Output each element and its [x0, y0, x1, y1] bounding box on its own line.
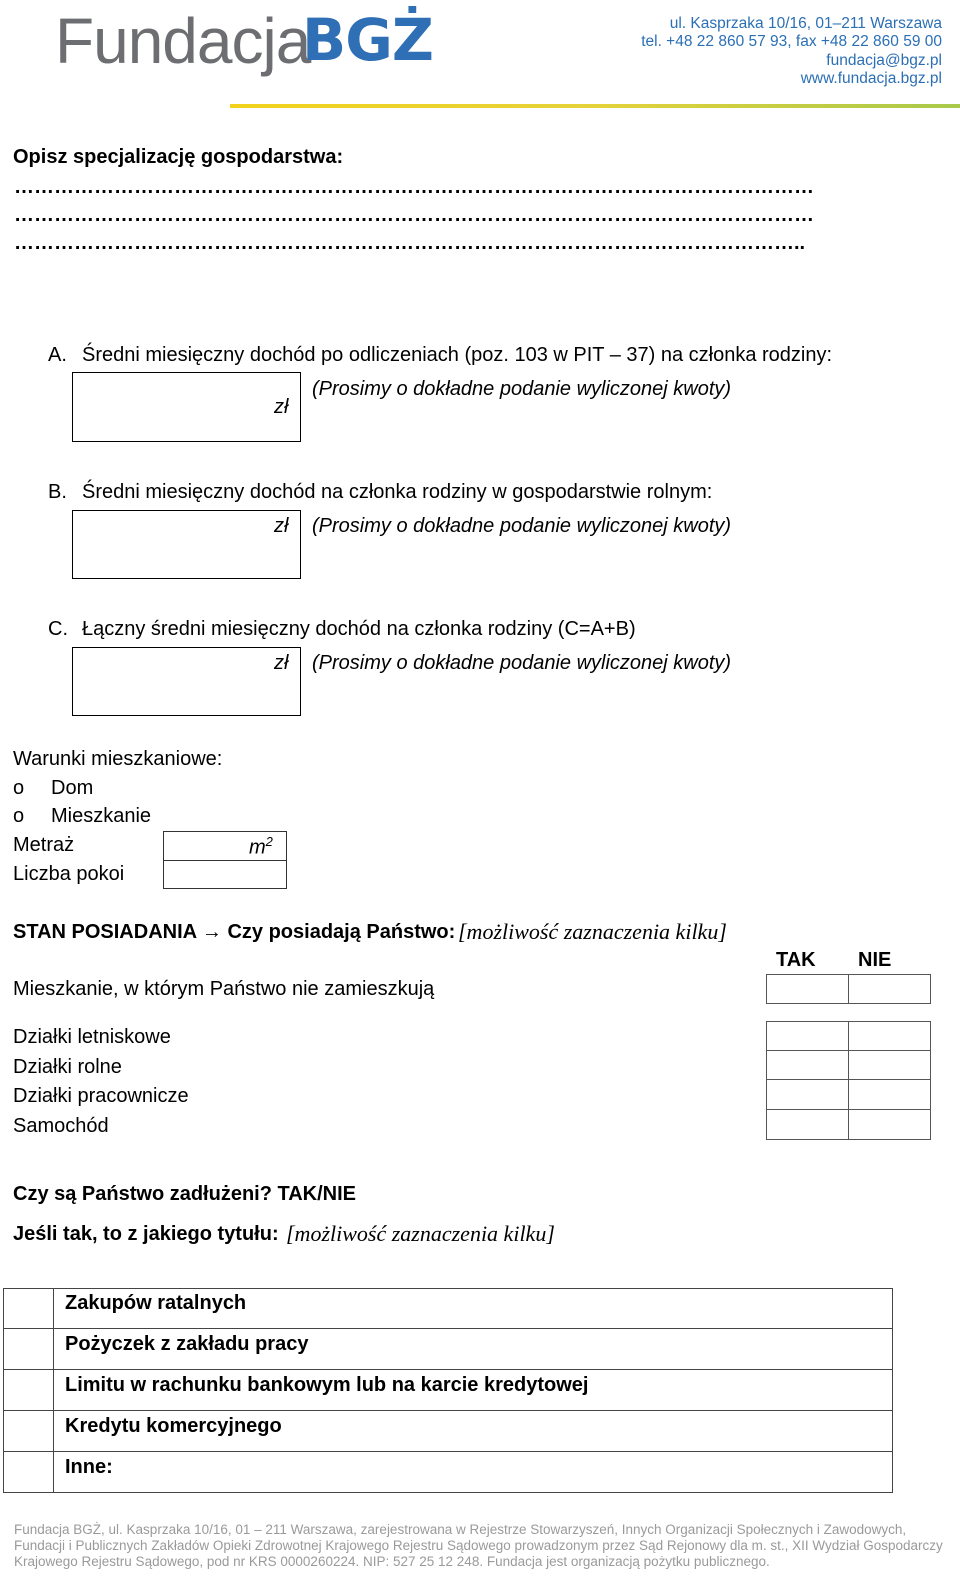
area-label: Metraż	[13, 834, 75, 856]
assets-note: [możliwość zaznaczenia kilku]	[458, 919, 727, 944]
asset-yes-cell[interactable]	[766, 1050, 849, 1080]
asset-label: Działki letniskowe	[13, 1026, 171, 1048]
asset-no-cell[interactable]	[848, 974, 931, 1004]
col-yes-header: TAK	[776, 949, 816, 971]
debt-check-cell[interactable]	[4, 1453, 52, 1491]
area-unit-text: m	[249, 836, 266, 859]
debts-row-line	[3, 1369, 893, 1370]
income-c-label: Łączny średni miesięczny dochód na członka rodziny (C=A+B)	[82, 618, 636, 640]
asset-no-cell[interactable]	[848, 1109, 931, 1140]
income-a-hint: (Prosimy o dokładne podanie wyliczonej kwoty)	[312, 378, 732, 400]
debts-row-line	[3, 1328, 893, 1329]
website-line[interactable]: www.fundacja.bgz.pl	[800, 70, 942, 88]
asset-no-cell[interactable]	[848, 1079, 931, 1110]
income-b-currency: zł	[274, 515, 289, 537]
email-line[interactable]: fundacja@bgz.pl	[826, 51, 942, 69]
housing-title: Warunki mieszkaniowe:	[13, 748, 223, 770]
dotted-line-1[interactable]: …………………………………………………………………………………………………………	[14, 176, 814, 198]
asset-label: Samochód	[13, 1115, 109, 1137]
footer-line: Krajowego Rejestru Sądowego, pod nr KRS 0000260224. NIP: 527 25 12 248. Fundacja jest organizacją pożytku publicznego.	[14, 1554, 770, 1569]
debts-row-line	[3, 1410, 893, 1411]
area-unit	[249, 834, 273, 860]
debts-table-divider	[53, 1288, 54, 1493]
asset-label: Działki rolne	[13, 1056, 122, 1078]
address-line: ul. Kasprzaka 10/16, 01–211 Warszawa	[669, 15, 942, 32]
asset-yes-cell[interactable]	[766, 1021, 849, 1051]
asset-no-cell[interactable]	[848, 1021, 931, 1051]
debt-item: Pożyczek z zakładu pracy	[65, 1333, 309, 1355]
debt-item: Zakupów ratalnych	[65, 1292, 247, 1314]
col-no-header: NIE	[858, 949, 892, 971]
asset-yes-cell[interactable]	[766, 974, 849, 1004]
rooms-label: Liczba pokoi	[13, 863, 125, 885]
debt-item-other: Inne:	[65, 1456, 113, 1478]
income-c-letter: C.	[48, 618, 68, 640]
housing-option-bullet[interactable]: o	[13, 777, 25, 799]
debt-check-cell[interactable]	[4, 1289, 52, 1327]
asset-label-flat: Mieszkanie, w którym Państwo nie zamieszkują	[13, 978, 435, 1000]
income-a-currency: zł	[274, 396, 289, 418]
arrow-icon: →	[201, 921, 222, 943]
header-address	[641, 15, 942, 89]
footer-line: Fundacji i Publicznych Zakładów Opieki Zdrowotnej Krajowego Rejestru Sądowego prowadzonym przez Sąd Rejonowy dla m. st., XII Wydział Gospodarczy	[14, 1538, 943, 1553]
income-a-input[interactable]	[72, 372, 301, 442]
income-c-hint: (Prosimy o dokładne podanie wyliczonej kwoty)	[312, 652, 732, 674]
income-b-input[interactable]	[72, 510, 301, 579]
debts-note: [możliwość zaznaczenia kilku]	[286, 1221, 555, 1246]
header-divider	[230, 104, 960, 108]
housing-option-bullet[interactable]: o	[13, 805, 25, 827]
income-a-letter: A.	[48, 344, 67, 366]
income-b-letter: B.	[48, 481, 67, 503]
debt-check-cell[interactable]	[4, 1330, 52, 1368]
assets-question: Czy posiadają Państwo:	[227, 921, 456, 943]
debt-item: Limitu w rachunku bankowym lub na karcie kredytowej	[65, 1374, 589, 1396]
income-a-label: Średni miesięczny dochód po odliczeniach (poz. 103 w PIT – 37) na członka rodziny:	[82, 344, 833, 366]
area-unit-sup: 2	[265, 834, 273, 849]
assets-title-text: STAN POSIADANIA	[13, 921, 197, 943]
logo-text-bold: BGŻ	[302, 6, 433, 74]
asset-yes-cell[interactable]	[766, 1109, 849, 1140]
income-b-label: Średni miesięczny dochód na członka rodziny w gospodarstwie rolnym:	[82, 481, 713, 503]
income-c-currency: zł	[274, 652, 289, 674]
debts-row-line	[3, 1451, 893, 1452]
footer-line: Fundacja BGŻ, ul. Kasprzaka 10/16, 01 – 211 Warszawa, zarejestrowana w Rejestrze Stowarzyszeń, Innych Organizacji Społecznych i Zawodowych,	[14, 1522, 907, 1537]
dotted-line-2[interactable]: …………………………………………………………………………………………………………	[14, 204, 814, 226]
debt-check-cell[interactable]	[4, 1412, 52, 1450]
debts-question: Czy są Państwo zadłużeni? TAK/NIE	[13, 1183, 357, 1205]
housing-option-flat: Mieszkanie	[51, 805, 152, 827]
debt-item: Kredytu komercyjnego	[65, 1415, 282, 1437]
income-b-hint: (Prosimy o dokładne podanie wyliczonej kwoty)	[312, 515, 732, 537]
asset-no-cell[interactable]	[848, 1050, 931, 1080]
logo-text-light: Fundacja	[55, 5, 311, 77]
asset-yes-cell[interactable]	[766, 1079, 849, 1110]
specialization-label: Opisz specjalizację gospodarstwa:	[13, 146, 344, 168]
asset-label: Działki pracownicze	[13, 1085, 189, 1107]
rooms-input[interactable]	[163, 860, 287, 889]
income-c-input[interactable]	[72, 647, 301, 716]
assets-title	[13, 921, 455, 944]
debts-followup: Jeśli tak, to z jakiego tytułu:	[13, 1223, 279, 1245]
debt-check-cell[interactable]	[4, 1371, 52, 1409]
phone-line: tel. +48 22 860 57 93, fax +48 22 860 59 00	[641, 33, 942, 51]
dotted-line-3[interactable]: ………………………………………………………………………………………………………..	[14, 232, 806, 254]
housing-option-house: Dom	[51, 777, 94, 799]
